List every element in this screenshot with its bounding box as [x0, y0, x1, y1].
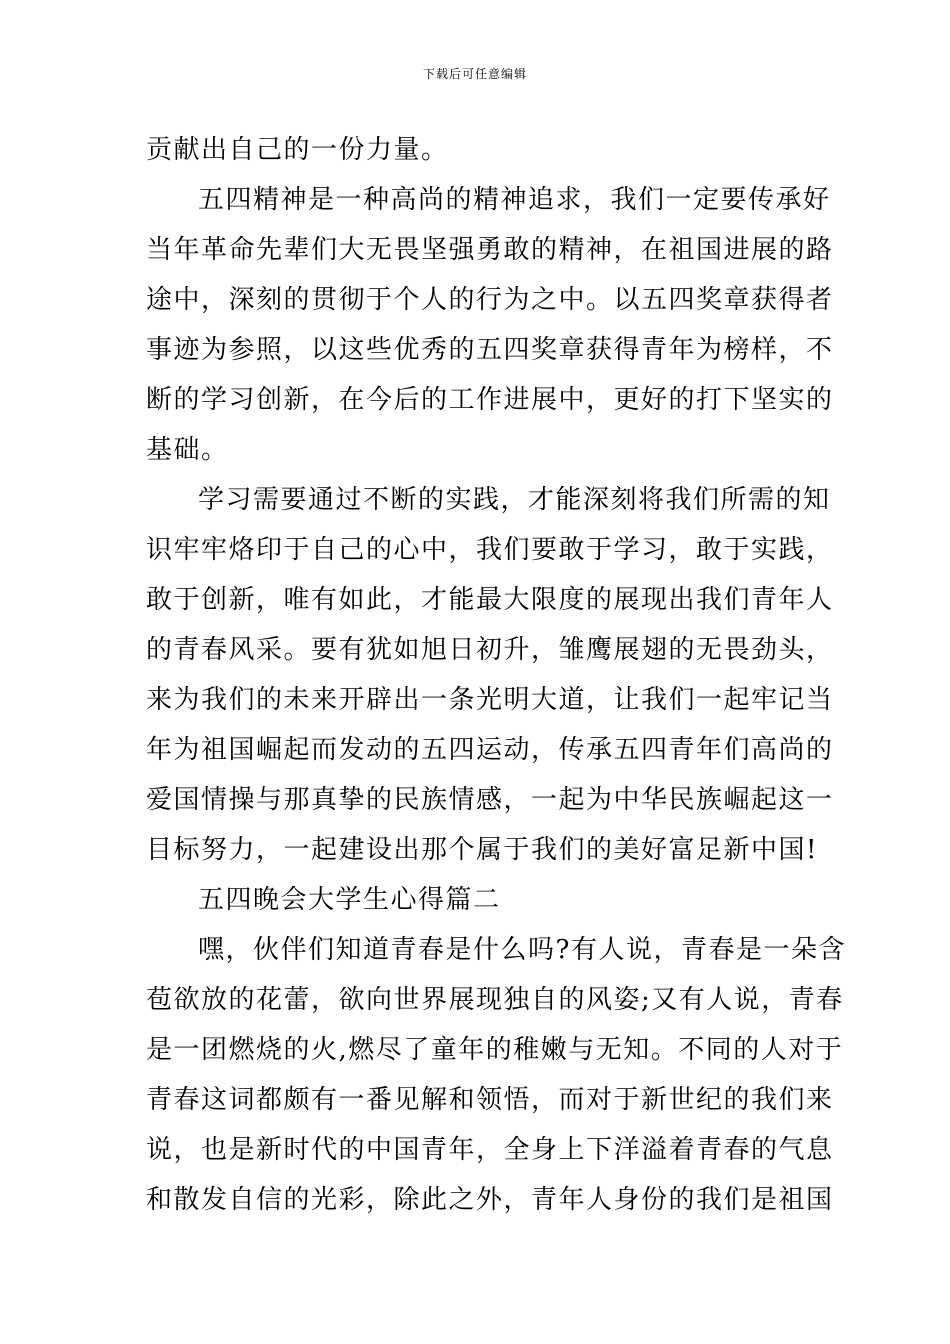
text-line: 苞欲放的花蕾，欲向世界展现独自的风姿;又有人说，青春 — [146, 985, 844, 1015]
text-line: 说，也是新时代的中国青年，全身上下洋溢着青春的气息 — [146, 1135, 834, 1165]
text-line: 基础。 — [146, 435, 229, 465]
text-line: 嘿，伙伴们知道青春是什么吗?有人说，青春是一朵含 — [198, 935, 846, 965]
text-line: 识牢牢烙印于自己的心中，我们要敢于学习，敢于实践， — [146, 535, 834, 565]
document-body — [146, 125, 846, 1225]
text-line: 敢于创新，唯有如此，才能最大限度的展现出我们青年人 — [146, 585, 834, 615]
text-line: 学习需要通过不断的实践，才能深刻将我们所需的知 — [198, 485, 831, 515]
text-line: 途中，深刻的贯彻于个人的行为之中。以五四奖章获得者 — [146, 285, 834, 315]
text-line: 事迹为参照，以这些优秀的五四奖章获得青年为榜样，不 — [146, 335, 834, 365]
text-line: 爱国情操与那真挚的民族情感，一起为中华民族崛起这一 — [146, 785, 834, 815]
text-line: 当年革命先辈们大无畏坚强勇敢的精神，在祖国进展的路 — [146, 235, 834, 265]
page-header-note: 下载后可任意编辑 — [422, 67, 527, 81]
text-line: 贡献出自己的一份力量。 — [146, 135, 449, 165]
text-line: 来为我们的未来开辟出一条光明大道，让我们一起牢记当 — [146, 685, 834, 715]
section-heading: 五四晚会大学生心得篇二 — [198, 885, 501, 915]
text-line: 和散发自信的光彩，除此之外，青年人身份的我们是祖国 — [146, 1185, 834, 1215]
text-line: 的青春风采。要有犹如旭日初升，雏鹰展翅的无畏劲头， — [146, 635, 834, 665]
text-line: 五四精神是一种高尚的精神追求，我们一定要传承好 — [198, 185, 831, 215]
text-line: 年为祖国崛起而发动的五四运动，传承五四青年们高尚的 — [146, 735, 834, 765]
text-line: 是一团燃烧的火,燃尽了童年的稚嫩与无知。不同的人对于 — [146, 1035, 844, 1065]
text-line: 青春这词都颇有一番见解和领悟，而对于新世纪的我们来 — [146, 1085, 834, 1115]
text-line: 目标努力，一起建设出那个属于我们的美好富足新中国! — [146, 835, 818, 865]
text-line: 断的学习创新，在今后的工作进展中，更好的打下坚实的 — [146, 385, 834, 415]
